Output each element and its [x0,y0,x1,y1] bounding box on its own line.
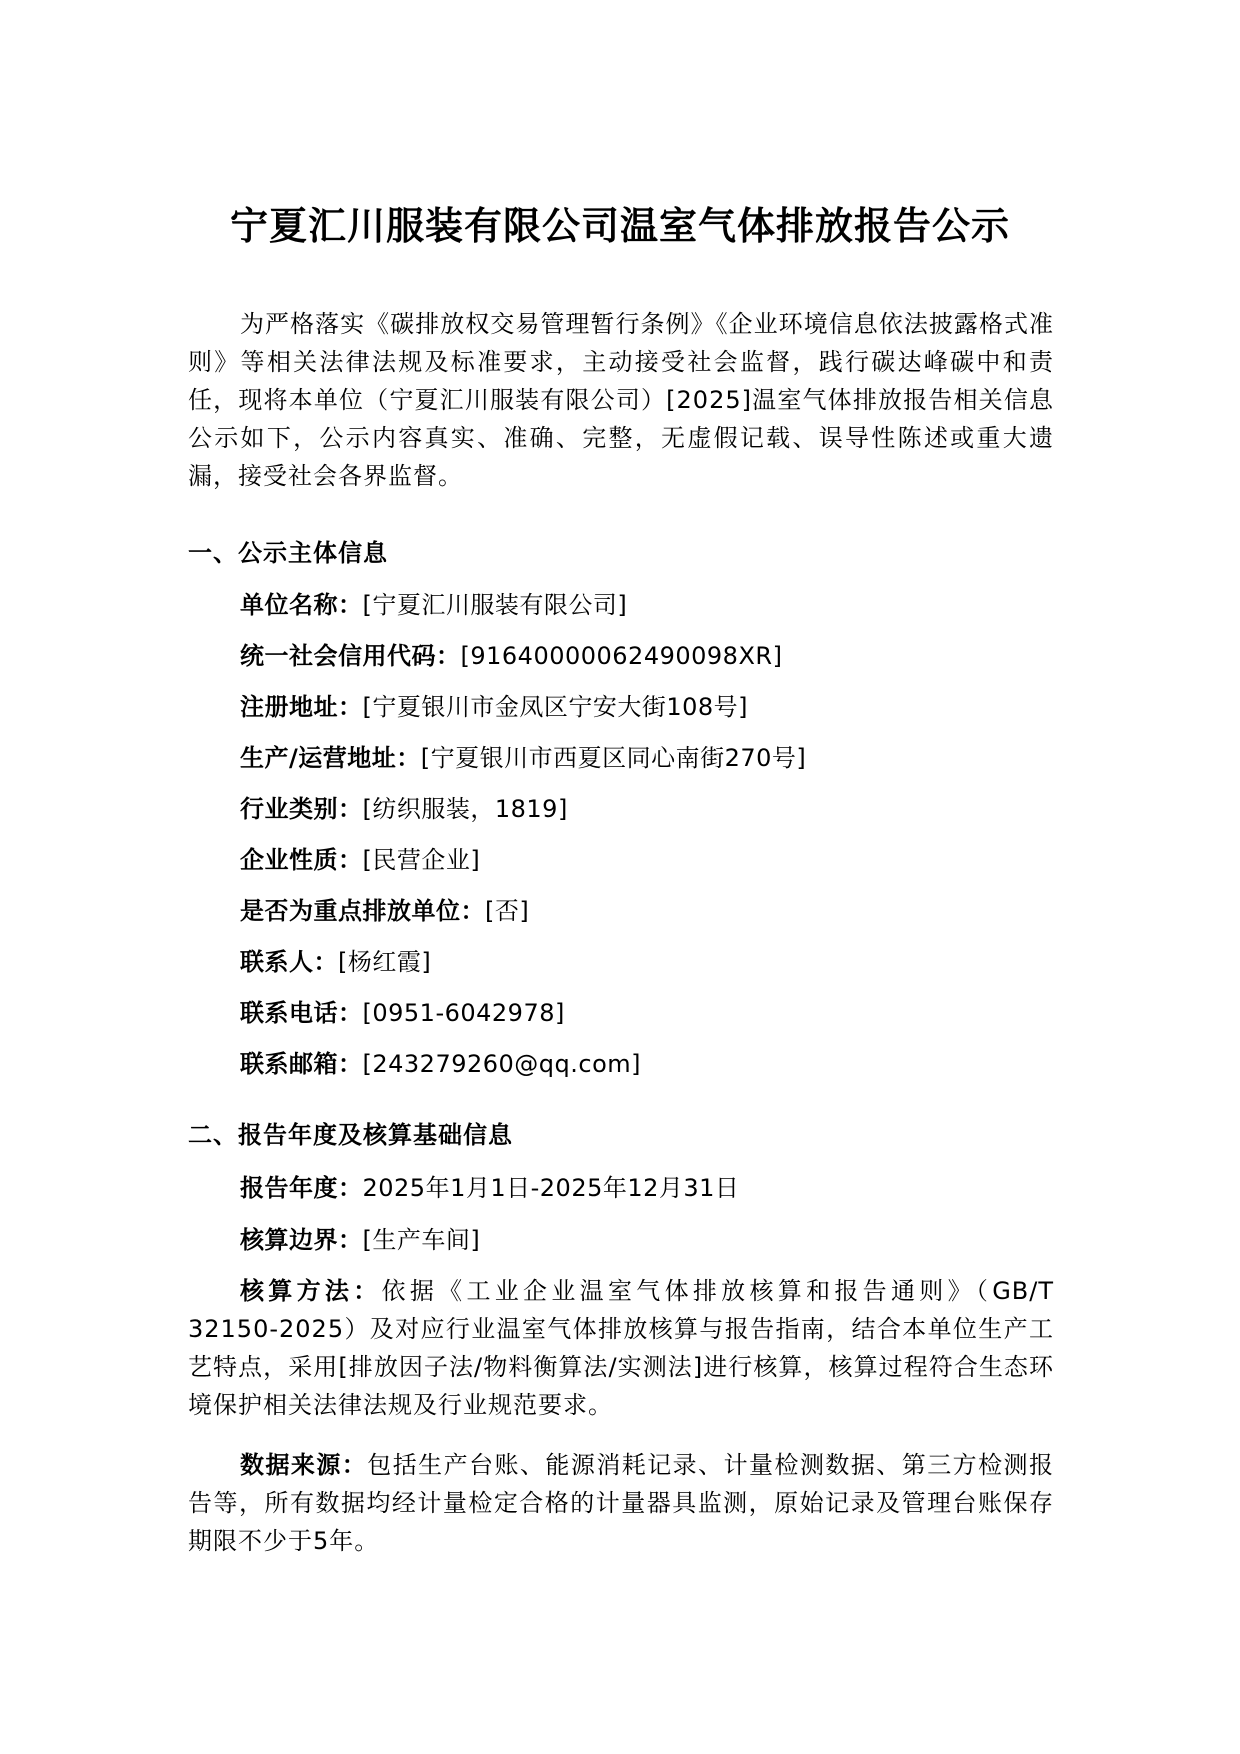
field-accounting-method [188,1272,1054,1424]
document-title: 宁夏汇川服装有限公司温室气体排放报告公示 [229,204,1010,248]
field-label: 企业性质： [240,846,363,874]
field-accounting-boundary [240,1222,480,1258]
field-label: 联系邮箱： [240,1050,363,1078]
intro-paragraph: 为严格落实《碳排放权交易管理暂行条例》《企业环境信息依法披露格式准则》等相关法律法规及标准要求，主动接受社会监督，践行碳达峰碳中和责任，现将本单位（宁夏汇川服装有限公司）[2025]温室气体排放报告相关信息公示如下，公示内容真实、准确、完整，无虚假记载、误导性陈述或重大遗漏，接受社会各界监督。 [188,310,1054,490]
field-unit-name [240,587,627,623]
field-value: [91640000062490098XR] [460,642,783,670]
field-credit-code [240,638,782,674]
field-value: [宁夏银川市金凤区宁安大街108号] [362,693,749,721]
field-value: [纺织服装，1819] [362,795,568,823]
field-value: [0951-6042978] [362,999,565,1027]
field-report-year [240,1170,739,1206]
field-value: [否] [485,897,530,925]
field-operating-address [240,740,806,776]
field-industry [240,791,568,827]
field-label: 核算方法： [240,1277,382,1305]
field-label: 数据来源： [240,1451,368,1479]
field-label: 行业类别： [240,795,363,823]
field-key-emitter [240,893,529,929]
field-value: [杨红霞] [338,948,432,976]
field-label: 统一社会信用代码： [240,642,461,670]
field-value: [243279260@qq.com] [362,1050,642,1078]
field-label: 核算边界： [240,1226,363,1254]
field-label: 注册地址： [240,693,363,721]
field-value: [民营企业] [362,846,481,874]
field-label: 是否为重点排放单位： [240,897,485,925]
field-contact-email [240,1046,641,1082]
field-value: 依据《工业企业温室气体排放核算和报告通则》（GB/T 32150-2025）及对应行业温室气体排放核算与报告指南，结合本单位生产工艺特点，采用[排放因子法/物料衡算法/实测法]进行核算，核算过程符合生态环境保护相关法律法规及行业规范要求。 [188,1277,1055,1419]
field-contact-phone [240,995,565,1031]
section-1-heading: 一、公示主体信息 [188,539,388,567]
field-label: 生产/运营地址： [240,744,421,772]
field-label: 联系人： [240,948,338,976]
field-value: [宁夏汇川服装有限公司] [362,591,628,619]
field-value: 包括生产台账、能源消耗记录、计量检测数据、第三方检测报告等，所有数据均经计量检定合格的计量器具监测，原始记录及管理台账保存期限不少于5年。 [188,1451,1055,1555]
field-contact-person [240,944,431,980]
field-data-source [188,1446,1054,1560]
field-label: 联系电话： [240,999,363,1027]
field-label: 报告年度： [240,1174,363,1202]
field-value: 2025年1月1日-2025年12月31日 [362,1174,740,1202]
field-value: [宁夏银川市西夏区同心南街270号] [420,744,807,772]
field-label: 单位名称： [240,591,363,619]
field-value: [生产车间] [362,1226,481,1254]
field-enterprise-type [240,842,480,878]
field-registered-address [240,689,748,725]
section-2-heading: 二、报告年度及核算基础信息 [188,1121,513,1149]
